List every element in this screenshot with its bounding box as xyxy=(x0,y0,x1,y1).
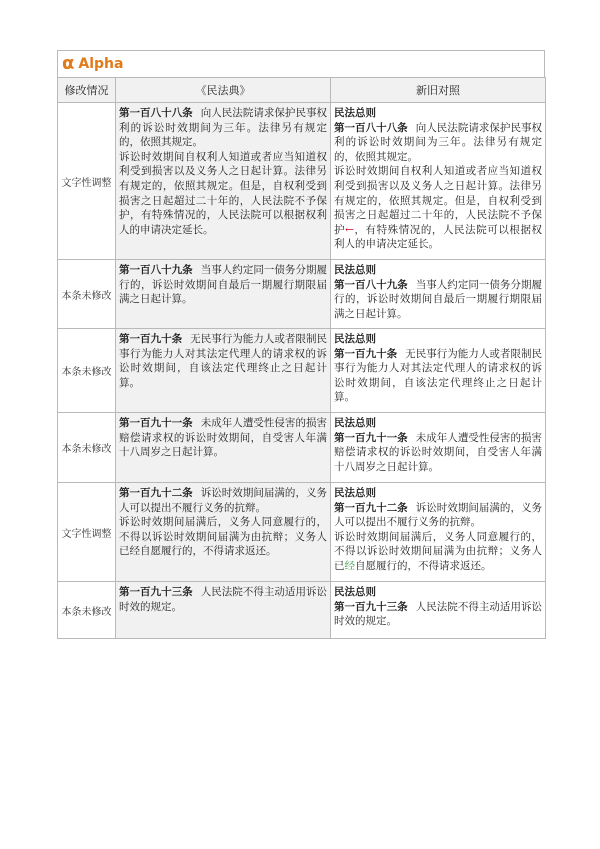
table-header-row xyxy=(58,78,546,103)
table-row xyxy=(58,260,546,329)
article-text: 诉讼时效期间届满的，义务人可以提出不履行义务的抗辩。 xyxy=(119,487,328,514)
civil-code-cell xyxy=(116,329,331,413)
brand-header xyxy=(57,50,545,77)
section-label: 民法总则 xyxy=(334,264,376,276)
brand-name: Alpha xyxy=(78,56,124,72)
article-text: ，有特殊情况的，人民法院可以根据权利人的申请决定延长。 xyxy=(334,223,543,251)
article-number: 第一百九十一条 xyxy=(334,431,408,444)
civil-code-cell xyxy=(116,260,331,329)
comparison-sheet xyxy=(57,50,545,639)
section-label: 民法总则 xyxy=(334,107,376,119)
article-text: 无民事行为能力人或者限制民事行为能力人对其法定代理人的请求权的诉讼时效期间，自该法定代理终止之日起计算。 xyxy=(119,333,328,389)
table-row xyxy=(58,582,546,639)
article-text: 人民法院不得主动适用诉讼时效的规定。 xyxy=(334,600,543,628)
comparison-table xyxy=(57,77,546,639)
article-text: 未成年人遭受性侵害的损害赔偿请求权的诉讼时效期间，自受害人年满十八周岁之日起计算。 xyxy=(334,431,543,473)
article-number: 第一百九十三条 xyxy=(334,600,408,613)
article-text: 人民法院不得主动适用诉讼时效的规定。 xyxy=(119,586,328,613)
section-label: 民法总则 xyxy=(334,333,376,345)
article-text: 向人民法院请求保护民事权利的诉讼时效期间为三年。法律另有规定的，依照其规定。 xyxy=(334,121,543,163)
civil-code-cell xyxy=(116,483,331,582)
civil-code-cell xyxy=(116,582,331,639)
alpha-logo-icon: α xyxy=(62,53,75,74)
article-text: 未成年人遭受性侵害的损害赔偿请求权的诉讼时效期间，自受害人年满十八周岁之日起计算。 xyxy=(119,417,328,459)
comparison-cell xyxy=(331,413,546,483)
article-number: 第一百九十一条 xyxy=(119,417,193,429)
civil-code-cell xyxy=(116,413,331,483)
article-text: 向人民法院请求保护民事权利的诉讼时效期间为三年。法律另有规定的，依照其规定。 xyxy=(119,107,328,149)
article-number: 第一百八十八条 xyxy=(334,121,408,134)
article-number: 第一百九十二条 xyxy=(334,501,408,514)
header-change-type: 修改情况 xyxy=(58,78,116,103)
comparison-cell xyxy=(331,483,546,582)
header-civil-code: 《民法典》 xyxy=(116,78,331,103)
article-number: 第一百八十九条 xyxy=(334,278,408,291)
article-text: 诉讼时效期间届满后，义务人同意履行的，不得以诉讼时效期间届满为由抗辩；义务人已 xyxy=(334,530,542,572)
header-comparison: 新旧对照 xyxy=(331,78,546,103)
table-row xyxy=(58,103,546,260)
section-label: 民法总则 xyxy=(334,487,376,499)
comparison-cell xyxy=(331,260,546,329)
article-text: 诉讼时效期间届满的，义务人可以提出不履行义务的抗辩。 xyxy=(334,501,543,529)
article-text: 无民事行为能力人或者限制民事行为能力人对其法定代理人的请求权的诉讼时效期间，自该法定代理终止之日起计算。 xyxy=(334,347,543,404)
article-number: 第一百八十八条 xyxy=(119,107,193,119)
article-text: 当事人约定同一债务分期履行的，诉讼时效期间自最后一期履行期限届满之日起计算。 xyxy=(334,278,543,320)
article-number: 第一百九十条 xyxy=(334,347,398,360)
article-text: 诉讼时效期间自权利人知道或者应当知道权利受到损害以及义务人之日起计算。法律另有规定的，依照其规定。但是，自权利受到损害之日起超过二十年的，人民法院不予保护，有特殊情况的，人民法院可以根据权利人的申请决定延长。 xyxy=(119,150,327,236)
article-text: 诉讼时效期间届满后，义务人同意履行的，不得以诉讼时效期间届满为由抗辩；义务人已经自愿履行的，不得请求返还。 xyxy=(119,516,327,558)
change-type-cell: 本条未修改 xyxy=(58,582,116,639)
table-row xyxy=(58,329,546,413)
table-row xyxy=(58,483,546,582)
section-label: 民法总则 xyxy=(334,586,376,598)
change-marker: 经 xyxy=(344,559,355,572)
comparison-cell xyxy=(331,103,546,260)
article-number: 第一百九十二条 xyxy=(119,487,193,499)
article-text: 自愿履行的，不得请求返还。 xyxy=(355,559,492,572)
change-type-cell: 本条未修改 xyxy=(58,413,116,483)
table-row xyxy=(58,413,546,483)
change-marker: ← xyxy=(345,223,354,236)
change-type-cell: 文字性调整 xyxy=(58,103,116,260)
article-number: 第一百九十三条 xyxy=(119,586,193,598)
change-type-cell: 本条未修改 xyxy=(58,260,116,329)
article-number: 第一百九十条 xyxy=(119,333,183,345)
article-text: 当事人约定同一债务分期履行的，诉讼时效期间自最后一期履行期限届满之日起计算。 xyxy=(119,264,328,306)
civil-code-cell xyxy=(116,103,331,260)
article-text: 诉讼时效期间自权利人知道或者应当知道权利受到损害以及义务人之日起计算。法律另有规定的，依照其规定。但是，自权利受到损害之日起超过二十年的，人民法院不予保护 xyxy=(334,165,542,236)
change-type-cell: 文字性调整 xyxy=(58,483,116,582)
article-number: 第一百八十九条 xyxy=(119,264,193,276)
comparison-cell xyxy=(331,329,546,413)
comparison-cell xyxy=(331,582,546,639)
section-label: 民法总则 xyxy=(334,417,376,429)
change-type-cell: 本条未修改 xyxy=(58,329,116,413)
